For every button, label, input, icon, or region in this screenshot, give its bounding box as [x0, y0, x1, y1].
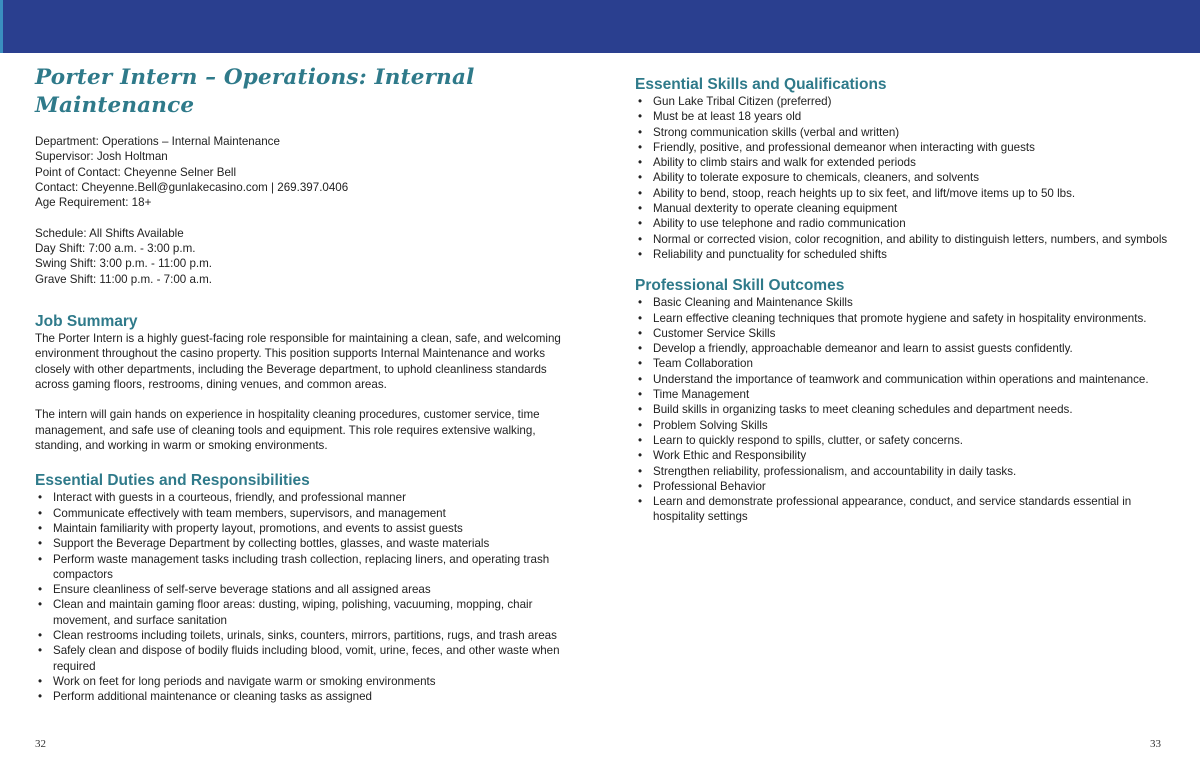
bullet-icon: • [637, 495, 643, 509]
position-info [35, 134, 575, 287]
bullet-icon: • [37, 552, 43, 566]
list-item-text: Understand the importance of teamwork and communication within operations and maintenance. [653, 372, 1149, 386]
list-item-text: Work Ethic and Responsibility [653, 449, 807, 463]
outcomes-heading: Professional Skill Outcomes [635, 277, 845, 295]
left-page [35, 60, 575, 705]
list-item [35, 552, 575, 583]
list-item [635, 387, 1175, 402]
list-item [635, 155, 1175, 170]
list-item [635, 418, 1175, 433]
list-item-text: Clean restrooms including toilets, urinals, sinks, counters, mirrors, partitions, rugs, and trash areas [53, 629, 557, 643]
list-item-text: Must be at least 18 years old [653, 110, 802, 124]
list-item [635, 448, 1175, 463]
schedule-line: Schedule: All Shifts Available [35, 226, 184, 240]
bullet-icon: • [637, 388, 643, 402]
header-band-edge [0, 0, 3, 53]
list-item-text: Perform waste management tasks including trash collection, replacing liners, and operating trash compactors [53, 552, 550, 581]
bullet-icon: • [637, 403, 643, 417]
bullet-icon: • [637, 464, 643, 478]
job-summary-heading: Job Summary [35, 312, 138, 330]
age-requirement-line: Age Requirement: 18+ [35, 196, 152, 210]
list-item [635, 372, 1175, 387]
list-item [35, 628, 575, 643]
list-item [35, 506, 575, 521]
list-item-text: Build skills in organizing tasks to meet cleaning schedules and department needs. [653, 403, 1073, 417]
day-shift-line: Day Shift: 7:00 a.m. - 3:00 p.m. [35, 242, 196, 256]
list-item-text: Perform additional maintenance or cleaning tasks as assigned [53, 690, 373, 704]
bullet-icon: • [37, 521, 43, 535]
bullet-icon: • [637, 217, 643, 231]
list-item-text: Interact with guests in a courteous, friendly, and professional manner [53, 491, 406, 505]
list-item [35, 597, 575, 628]
list-item [635, 479, 1175, 494]
list-item [635, 356, 1175, 371]
bullet-icon: • [637, 247, 643, 261]
page-number-left: 32 [35, 738, 46, 750]
list-item [635, 170, 1175, 185]
list-item [635, 125, 1175, 140]
list-item [35, 536, 575, 551]
skills-list [635, 94, 1175, 262]
bullet-icon: • [37, 629, 43, 643]
list-item-text: Customer Service Skills [653, 326, 776, 340]
list-item-text: Learn to quickly respond to spills, clutter, or safety concerns. [653, 433, 963, 447]
list-item-text: Manual dexterity to operate cleaning equipment [653, 202, 898, 216]
bullet-icon: • [37, 690, 43, 704]
bullet-icon: • [637, 479, 643, 493]
list-item [635, 326, 1175, 341]
bullet-icon: • [37, 583, 43, 597]
list-item [635, 464, 1175, 479]
bullet-icon: • [37, 491, 43, 505]
list-item [635, 216, 1175, 231]
bullet-icon: • [37, 644, 43, 658]
page-number-right: 33 [1150, 738, 1161, 750]
bullet-icon: • [637, 296, 643, 310]
list-item [635, 109, 1175, 124]
list-item [635, 232, 1175, 247]
outcomes-list [635, 295, 1175, 524]
list-item-text: Ability to climb stairs and walk for extended periods [653, 156, 916, 170]
duties-heading: Essential Duties and Responsibilities [35, 472, 310, 490]
bullet-icon: • [37, 674, 43, 688]
list-item [635, 201, 1175, 216]
bullet-icon: • [637, 357, 643, 371]
list-item-text: Learn effective cleaning techniques that promote hygiene and safety in hospitality environments. [653, 311, 1147, 325]
bullet-icon: • [37, 537, 43, 551]
list-item-text: Learn and demonstrate professional appearance, conduct, and service standards essential in hospitality settings [653, 495, 1132, 524]
list-item [635, 311, 1175, 326]
list-item [635, 94, 1175, 109]
contact-line: Contact: Cheyenne.Bell@gunlakecasino.com | 269.397.0406 [35, 180, 349, 194]
bullet-icon: • [637, 156, 643, 170]
list-item [635, 494, 1175, 525]
bullet-icon: • [637, 110, 643, 124]
header-band [0, 0, 1200, 53]
bullet-icon: • [637, 311, 643, 325]
list-item [35, 674, 575, 689]
list-item [35, 643, 575, 674]
bullet-icon: • [637, 232, 643, 246]
list-item-text: Basic Cleaning and Maintenance Skills [653, 296, 853, 310]
list-item-text: Gun Lake Tribal Citizen (preferred) [653, 95, 832, 108]
job-summary-paragraph-1: The Porter Intern is a highly guest-facing role responsible for maintaining a clean, safe, and welcoming environment throughout the casino property. This position supports Internal Maintenance and works closely with other departments, including the Beverage department, to uphold cleanliness standards across gaming floors, restrooms, dining venues, and common areas. [35, 331, 561, 391]
bullet-icon: • [637, 171, 643, 185]
list-item [35, 521, 575, 536]
list-item-text: Team Collaboration [653, 357, 753, 371]
bullet-icon: • [37, 506, 43, 520]
list-item-text: Reliability and punctuality for scheduled shifts [653, 247, 887, 261]
list-item-text: Clean and maintain gaming floor areas: dusting, wiping, polishing, vacuuming, mopping, chair movement, and surface sanitation [53, 598, 533, 627]
list-item-text: Friendly, positive, and professional demeanor when interacting with guests [653, 140, 1035, 154]
bullet-icon: • [637, 202, 643, 216]
list-item [35, 490, 575, 505]
list-item-text: Work on feet for long periods and navigate warm or smoking environments [53, 674, 436, 688]
swing-shift-line: Swing Shift: 3:00 p.m. - 11:00 p.m. [35, 257, 212, 271]
list-item [635, 295, 1175, 310]
job-summary-paragraph-2: The intern will gain hands on experience in hospitality cleaning procedures, customer service, time management, and safe use of cleaning tools and equipment. This role requires extensive walking, standing, and working in warm or smoking environments. [35, 408, 540, 453]
supervisor-line: Supervisor: Josh Holtman [35, 150, 168, 164]
right-page [635, 76, 1175, 525]
list-item-text: Strong communication skills (verbal and written) [653, 125, 900, 139]
point-of-contact-line: Point of Contact: Cheyenne Selner Bell [35, 165, 237, 179]
list-item [635, 140, 1175, 155]
list-item-text: Safely clean and dispose of bodily fluids including blood, vomit, urine, feces, and other waste when required [53, 644, 560, 673]
list-item-text: Normal or corrected vision, color recognition, and ability to distinguish letters, numbers, and symbols [653, 232, 1168, 246]
bullet-icon: • [637, 449, 643, 463]
bullet-icon: • [637, 418, 643, 432]
list-item-text: Time Management [653, 388, 750, 402]
list-item [635, 433, 1175, 448]
list-item-text: Strengthen reliability, professionalism, and accountability in daily tasks. [653, 464, 1017, 478]
bullet-icon: • [37, 598, 43, 612]
bullet-icon: • [637, 342, 643, 356]
page-title: Porter Intern – Operations: Internal Maintenance [35, 65, 475, 118]
bullet-icon: • [637, 95, 643, 108]
list-item-text: Ability to tolerate exposure to chemicals, cleaners, and solvents [653, 171, 980, 185]
list-item [635, 402, 1175, 417]
list-item-text: Problem Solving Skills [653, 418, 768, 432]
grave-shift-line: Grave Shift: 11:00 p.m. - 7:00 a.m. [35, 272, 212, 286]
bullet-icon: • [637, 140, 643, 154]
bullet-icon: • [637, 433, 643, 447]
list-item-text: Communicate effectively with team members, supervisors, and management [53, 506, 446, 520]
list-item-text: Maintain familiarity with property layout, promotions, and events to assist guests [53, 521, 463, 535]
bullet-icon: • [637, 186, 643, 200]
bullet-icon: • [637, 326, 643, 340]
list-item-text: Ensure cleanliness of self-serve beverage stations and all assigned areas [53, 583, 431, 597]
list-item-text: Professional Behavior [653, 479, 766, 493]
bullet-icon: • [637, 125, 643, 139]
list-item-text: Ability to use telephone and radio communication [653, 217, 906, 231]
duties-list [35, 490, 575, 704]
list-item [635, 247, 1175, 262]
skills-heading: Essential Skills and Qualifications [635, 76, 887, 93]
list-item [35, 582, 575, 597]
list-item [635, 341, 1175, 356]
list-item-text: Develop a friendly, approachable demeanor and learn to assist guests confidently. [653, 342, 1073, 356]
list-item-text: Ability to bend, stoop, reach heights up to six feet, and lift/move items up to 50 lbs. [653, 186, 1076, 200]
list-item [635, 186, 1175, 201]
list-item [35, 689, 575, 704]
list-item-text: Support the Beverage Department by collecting bottles, glasses, and waste materials [53, 537, 490, 551]
department-line: Department: Operations – Internal Maintenance [35, 135, 280, 148]
bullet-icon: • [637, 372, 643, 386]
